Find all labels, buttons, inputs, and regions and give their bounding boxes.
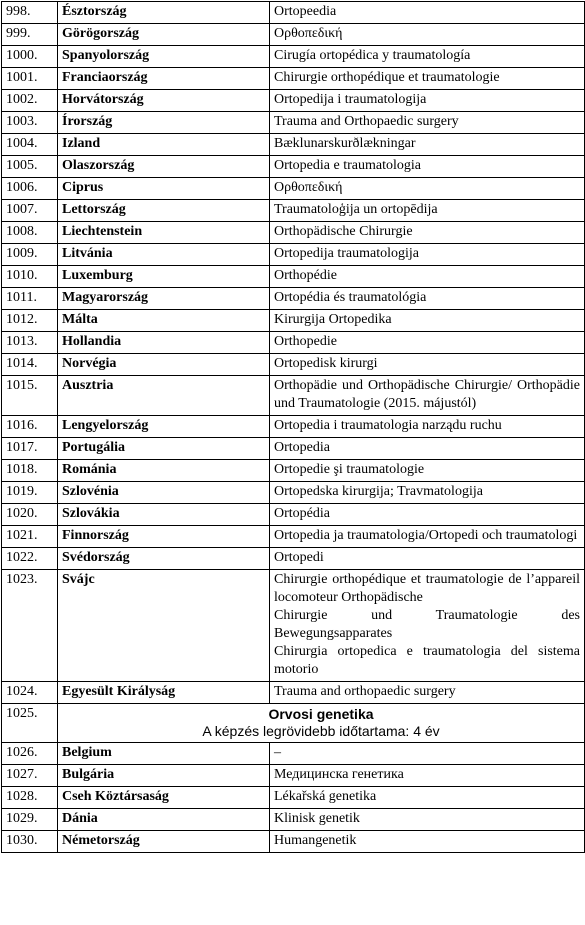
- country-name: Szlovénia: [58, 482, 270, 504]
- specialty-name: [270, 548, 585, 570]
- specialty-line: Chirurgie und Traumatologie des Bewegungsapparates: [274, 608, 580, 641]
- table-row: [2, 200, 585, 222]
- specialty-name: [270, 460, 585, 482]
- country-name: Horvátország: [58, 90, 270, 112]
- specialty-name: [270, 354, 585, 376]
- specialty-line: Ortopeedia: [274, 4, 337, 19]
- section-header-row: [2, 704, 585, 743]
- specialty-name: [270, 24, 585, 46]
- specialty-name: [270, 156, 585, 178]
- country-name: Dánia: [58, 809, 270, 831]
- specialty-line: Orthopädische Chirurgie: [274, 224, 413, 239]
- table-row: [2, 68, 585, 90]
- country-name: Ausztria: [58, 376, 270, 416]
- table-row: [2, 787, 585, 809]
- section-subtitle: A képzés legrövidebb időtartama: 4 év: [202, 723, 440, 739]
- row-number: 1019.: [2, 482, 58, 504]
- row-number: 998.: [2, 2, 58, 24]
- country-name: Cseh Köztársaság: [58, 787, 270, 809]
- specialty-line: Ortopedia e traumatologia: [274, 158, 421, 173]
- country-name: Finnország: [58, 526, 270, 548]
- row-number: 1023.: [2, 570, 58, 682]
- row-number: 1005.: [2, 156, 58, 178]
- country-name: Lengyelország: [58, 416, 270, 438]
- row-number: 1011.: [2, 288, 58, 310]
- row-number: 1014.: [2, 354, 58, 376]
- table-row: [2, 765, 585, 787]
- row-number: 1025.: [2, 704, 58, 743]
- specialty-line: Trauma and Orthopaedic surgery: [274, 114, 459, 129]
- specialty-line: Bæklunarskurðlækningar: [274, 136, 416, 151]
- table-row: [2, 743, 585, 765]
- row-number: 1018.: [2, 460, 58, 482]
- specialty-line: Chirurgia ortopedica e traumatologia del sistema motorio: [274, 644, 580, 677]
- specialty-name: [270, 416, 585, 438]
- specialty-line: Ortopedie şi traumatologie: [274, 462, 425, 477]
- specialty-line: Traumatoloģija un ortopēdija: [274, 202, 438, 217]
- row-number: 1007.: [2, 200, 58, 222]
- country-name: Norvégia: [58, 354, 270, 376]
- specialty-name: [270, 332, 585, 354]
- specialty-line: Ορθοπεδική: [274, 26, 343, 41]
- row-number: 1008.: [2, 222, 58, 244]
- specialty-table-body: [2, 2, 585, 853]
- specialty-name: [270, 809, 585, 831]
- country-name: Lettország: [58, 200, 270, 222]
- country-name: Olaszország: [58, 156, 270, 178]
- table-row: [2, 46, 585, 68]
- table-row: [2, 570, 585, 682]
- specialty-line: Orthopedie: [274, 334, 337, 349]
- row-number: 1027.: [2, 765, 58, 787]
- table-row: [2, 134, 585, 156]
- country-name: Litvánia: [58, 244, 270, 266]
- specialty-name: [270, 68, 585, 90]
- row-number: 999.: [2, 24, 58, 46]
- country-name: Svédország: [58, 548, 270, 570]
- country-name: Ciprus: [58, 178, 270, 200]
- specialty-name: [270, 310, 585, 332]
- row-number: 1003.: [2, 112, 58, 134]
- country-name: Portugália: [58, 438, 270, 460]
- country-name: Románia: [58, 460, 270, 482]
- specialty-table: [1, 1, 585, 853]
- row-number: 1006.: [2, 178, 58, 200]
- table-row: [2, 332, 585, 354]
- specialty-line: Lékařská genetika: [274, 789, 377, 804]
- specialty-name: [270, 46, 585, 68]
- table-row: [2, 112, 585, 134]
- specialty-line: Ορθοπεδική: [274, 180, 343, 195]
- specialty-line: Медицинска генетика: [274, 767, 404, 782]
- row-number: 1026.: [2, 743, 58, 765]
- specialty-line: Chirurgie orthopédique et traumatologie: [274, 70, 500, 85]
- specialty-line: Ortopedia: [274, 440, 330, 455]
- table-row: [2, 222, 585, 244]
- section-header: [58, 704, 585, 743]
- row-number: 1029.: [2, 809, 58, 831]
- row-number: 1020.: [2, 504, 58, 526]
- table-row: [2, 178, 585, 200]
- row-number: 1013.: [2, 332, 58, 354]
- specialty-line: Ortopedia i traumatologia narządu ruchu: [274, 418, 502, 433]
- table-row: [2, 310, 585, 332]
- table-row: [2, 682, 585, 704]
- specialty-line: Ortopedija traumatologija: [274, 246, 420, 261]
- specialty-line: Ortopédia: [274, 506, 330, 521]
- table-row: [2, 354, 585, 376]
- specialty-line: Trauma and orthopaedic surgery: [274, 684, 456, 699]
- country-name: Luxemburg: [58, 266, 270, 288]
- specialty-line: Kirurgija Ortopedika: [274, 312, 392, 327]
- specialty-line: Ortopedia ja traumatologia/Ortopedi och traumatologi: [274, 528, 578, 543]
- country-name: Bulgária: [58, 765, 270, 787]
- row-number: 1000.: [2, 46, 58, 68]
- row-number: 1009.: [2, 244, 58, 266]
- country-name: Izland: [58, 134, 270, 156]
- row-number: 1002.: [2, 90, 58, 112]
- specialty-name: [270, 178, 585, 200]
- specialty-name: [270, 482, 585, 504]
- specialty-name: [270, 134, 585, 156]
- row-number: 1017.: [2, 438, 58, 460]
- table-row: [2, 548, 585, 570]
- specialty-name: [270, 765, 585, 787]
- specialty-name: [270, 504, 585, 526]
- table-row: [2, 288, 585, 310]
- section-title: Orvosi genetika: [268, 706, 374, 722]
- country-name: Görögország: [58, 24, 270, 46]
- table-row: [2, 376, 585, 416]
- specialty-name: [270, 244, 585, 266]
- country-name: Málta: [58, 310, 270, 332]
- table-row: [2, 482, 585, 504]
- country-name: Belgium: [58, 743, 270, 765]
- specialty-name: [270, 570, 585, 682]
- country-name: Franciaország: [58, 68, 270, 90]
- table-row: [2, 504, 585, 526]
- row-number: 1015.: [2, 376, 58, 416]
- specialty-line: Orthopädie und Orthopädische Chirurgie/ Orthopädie und Traumatologie (2015. májustól): [274, 378, 580, 411]
- specialty-name: [270, 376, 585, 416]
- specialty-name: [270, 90, 585, 112]
- specialty-line: Chirurgie orthopédique et traumatologie de l’appareil locomoteur Orthopädische: [274, 572, 580, 605]
- table-row: [2, 244, 585, 266]
- specialty-line: Orthopédie: [274, 268, 337, 283]
- specialty-line: Ortopedisk kirurgi: [274, 356, 378, 371]
- specialty-name: [270, 222, 585, 244]
- table-row: [2, 156, 585, 178]
- specialty-line: Klinisk genetik: [274, 811, 360, 826]
- table-row: [2, 266, 585, 288]
- country-name: Liechtenstein: [58, 222, 270, 244]
- table-row: [2, 416, 585, 438]
- row-number: 1010.: [2, 266, 58, 288]
- specialty-line: Humangenetik: [274, 833, 357, 848]
- specialty-line: Ortopedi: [274, 550, 324, 565]
- specialty-name: [270, 2, 585, 24]
- row-number: 1012.: [2, 310, 58, 332]
- specialty-line: Ortopédia és traumatológia: [274, 290, 427, 305]
- specialty-name: [270, 266, 585, 288]
- table-row: [2, 460, 585, 482]
- specialty-name: [270, 787, 585, 809]
- table-row: [2, 24, 585, 46]
- country-name: Magyarország: [58, 288, 270, 310]
- row-number: 1001.: [2, 68, 58, 90]
- row-number: 1024.: [2, 682, 58, 704]
- country-name: Írország: [58, 112, 270, 134]
- specialty-name: [270, 526, 585, 548]
- specialty-line: Cirugía ortopédica y traumatología: [274, 48, 471, 63]
- specialty-name: [270, 438, 585, 460]
- row-number: 1028.: [2, 787, 58, 809]
- country-name: Észtország: [58, 2, 270, 24]
- specialty-name: [270, 743, 585, 765]
- table-row: [2, 90, 585, 112]
- specialty-name: [270, 831, 585, 853]
- country-name: Spanyolország: [58, 46, 270, 68]
- country-name: Egyesült Királyság: [58, 682, 270, 704]
- row-number: 1022.: [2, 548, 58, 570]
- country-name: Svájc: [58, 570, 270, 682]
- specialty-name: [270, 288, 585, 310]
- table-row: [2, 831, 585, 853]
- country-name: Hollandia: [58, 332, 270, 354]
- row-number: 1016.: [2, 416, 58, 438]
- country-name: Németország: [58, 831, 270, 853]
- specialty-name: [270, 200, 585, 222]
- specialty-name: [270, 112, 585, 134]
- specialty-line: Ortopedska kirurgija; Travmatologija: [274, 484, 483, 499]
- table-row: [2, 809, 585, 831]
- row-number: 1030.: [2, 831, 58, 853]
- specialty-line: Ortopedija i traumatologija: [274, 92, 427, 107]
- table-row: [2, 526, 585, 548]
- specialty-line: –: [274, 745, 281, 760]
- row-number: 1021.: [2, 526, 58, 548]
- table-row: [2, 2, 585, 24]
- country-name: Szlovákia: [58, 504, 270, 526]
- row-number: 1004.: [2, 134, 58, 156]
- table-row: [2, 438, 585, 460]
- specialty-name: [270, 682, 585, 704]
